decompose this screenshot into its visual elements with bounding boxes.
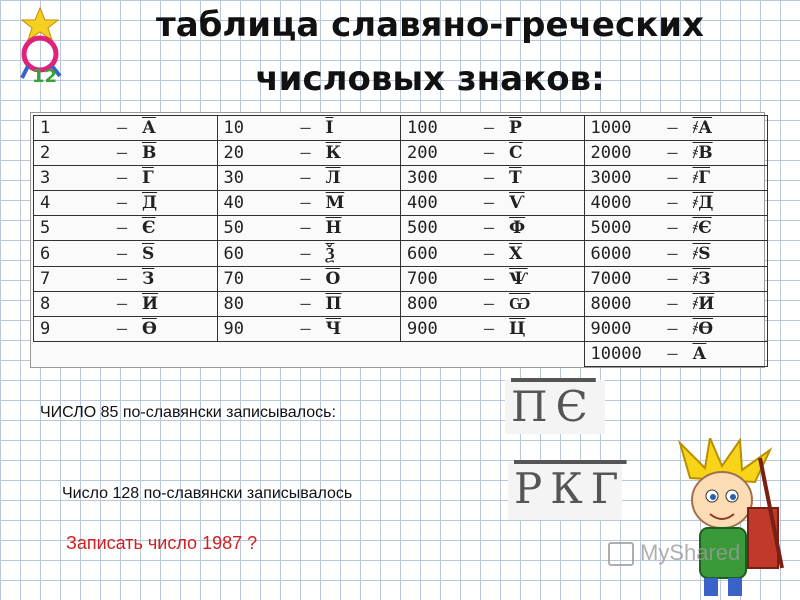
numeral-cell [584, 291, 768, 316]
numeral-cell [34, 316, 218, 341]
table-row [34, 241, 768, 266]
arabic-number: 6000 [590, 243, 632, 264]
dash: — [667, 243, 678, 264]
arabic-number: 7 [40, 268, 51, 289]
table-row [34, 316, 768, 341]
arabic-number: 7000 [590, 268, 632, 289]
arabic-number: 90 [223, 318, 244, 339]
numeral-cell [34, 191, 218, 216]
numeral-cell [34, 216, 218, 241]
numeral-cell [34, 141, 218, 166]
arabic-number: 400 [407, 193, 438, 214]
arabic-number: 600 [407, 243, 438, 264]
numeral-cell [584, 191, 768, 216]
dash: — [300, 318, 311, 339]
dash: — [667, 218, 678, 239]
arabic-number: 900 [407, 318, 438, 339]
arabic-number: 3 [40, 168, 51, 189]
dash: — [300, 118, 311, 139]
arabic-number: 800 [407, 293, 438, 314]
example-85-text: ЧИСЛО 85 по-славянски записывалось: [40, 404, 336, 421]
slavic-numeral: ҂И [692, 293, 715, 314]
numeral-cell [217, 116, 401, 141]
dash: — [116, 293, 128, 314]
numeral-cell [584, 141, 768, 166]
dash: — [300, 168, 311, 189]
slavic-numeral: В [142, 143, 157, 164]
example-85-glyphs: ПЄ [505, 380, 605, 434]
dash: — [483, 193, 495, 214]
arabic-number: 80 [223, 293, 244, 314]
numeral-cell [584, 341, 768, 366]
slavic-numeral: Ѡ [509, 293, 531, 314]
table-row [34, 116, 768, 141]
numeral-cell [401, 191, 585, 216]
dash: — [483, 118, 495, 139]
slavic-numeral: К [325, 143, 341, 164]
slavic-numeral: ҂З [692, 268, 711, 289]
watermark [608, 540, 740, 566]
numeral-cell [584, 166, 768, 191]
slavic-numeral: Н [325, 218, 342, 239]
svg-text:12: 12 [32, 66, 58, 84]
dash: — [483, 143, 495, 164]
slavic-numeral: А [692, 343, 707, 364]
numeral-cell [401, 316, 585, 341]
slavic-numeral: ҂Г [692, 168, 710, 189]
arabic-number: 6 [40, 243, 51, 264]
numeral-cell [584, 241, 768, 266]
dash: — [116, 118, 128, 139]
table-row [34, 166, 768, 191]
dash: — [667, 343, 678, 364]
page-title [120, 0, 740, 104]
dash: — [116, 318, 128, 339]
slavic-numeral: М [325, 193, 345, 214]
dash: — [483, 293, 495, 314]
slavic-numeral: П [325, 293, 342, 314]
numeral-table [33, 115, 768, 367]
arabic-number: 8 [40, 293, 51, 314]
arabic-number: 10 [223, 118, 244, 139]
slavic-numeral: Є [142, 218, 156, 239]
presentation-icon [608, 542, 634, 566]
numeral-cell [584, 316, 768, 341]
slavic-numeral: Г [142, 168, 154, 189]
arabic-number: 20 [223, 143, 244, 164]
slavic-numeral: Ц [509, 318, 526, 339]
dash: — [667, 293, 678, 314]
dash: — [300, 143, 311, 164]
arabic-number: 70 [223, 268, 244, 289]
numeral-cell [217, 216, 401, 241]
arabic-number: 3000 [590, 168, 632, 189]
arabic-number: 9000 [590, 318, 632, 339]
arabic-number: 300 [407, 168, 438, 189]
numeral-cell [217, 266, 401, 291]
slavic-numeral: А [142, 118, 156, 139]
dash: — [116, 218, 128, 239]
slavic-numeral: Ѵ [509, 193, 525, 214]
number-mascot-logo [10, 6, 80, 84]
arabic-number: 700 [407, 268, 438, 289]
dash: — [483, 318, 495, 339]
arabic-number: 5000 [590, 218, 632, 239]
numeral-cell [217, 316, 401, 341]
slavic-numeral: Ѯ [325, 243, 335, 264]
example-128-glyphs: РКГ [508, 462, 622, 520]
dash: — [116, 193, 128, 214]
dash: — [300, 268, 311, 289]
arabic-number: 9 [40, 318, 51, 339]
slavic-numeral: І [325, 118, 334, 139]
numeral-table-image [30, 112, 765, 368]
numeral-cell [584, 266, 768, 291]
dash: — [300, 218, 311, 239]
arabic-number: 1 [40, 118, 51, 139]
numeral-cell [34, 291, 218, 316]
arabic-number: 500 [407, 218, 438, 239]
dash: — [300, 243, 311, 264]
arabic-number: 50 [223, 218, 244, 239]
arabic-number: 200 [407, 143, 438, 164]
arabic-number: 30 [223, 168, 244, 189]
dash: — [667, 168, 678, 189]
dash: — [116, 268, 128, 289]
empty-cell [401, 341, 585, 366]
dash: — [483, 218, 495, 239]
slavic-numeral: Ф [509, 218, 526, 239]
dash: — [667, 268, 678, 289]
slavic-numeral: Р [509, 118, 522, 139]
dash: — [116, 168, 128, 189]
slavic-numeral: О [325, 268, 341, 289]
example-128-text: Число 128 по-славянски записывалось [62, 485, 353, 502]
slavic-numeral: Х [509, 243, 523, 264]
slavic-numeral: Ѕ [142, 243, 155, 264]
dash: — [116, 243, 128, 264]
dash: — [483, 168, 495, 189]
numeral-cell [401, 216, 585, 241]
dash: — [667, 318, 678, 339]
title-line-1: таблица славяно-греческих [156, 5, 704, 45]
dash: — [116, 143, 128, 164]
slavic-numeral: Ч [325, 318, 342, 339]
cartoon-character-illustration [660, 438, 796, 598]
numeral-cell [34, 266, 218, 291]
numeral-cell [401, 141, 585, 166]
numeral-cell [401, 291, 585, 316]
title-line-2: числовых знаков: [255, 59, 605, 99]
numeral-cell [401, 116, 585, 141]
arabic-number: 2000 [590, 143, 632, 164]
slavic-numeral: Ѳ [142, 318, 157, 339]
table-row [34, 141, 768, 166]
numeral-cell [217, 141, 401, 166]
empty-cell [34, 341, 218, 366]
slavic-numeral: ҂В [692, 143, 713, 164]
slavic-numeral: Ѱ [509, 268, 528, 289]
numeral-cell [584, 116, 768, 141]
dash: — [300, 193, 311, 214]
dash: — [667, 193, 678, 214]
slavic-numeral: ҂Є [692, 218, 712, 239]
dash: — [300, 293, 311, 314]
table-row [34, 216, 768, 241]
numeral-cell [217, 166, 401, 191]
table-row [34, 191, 768, 216]
numeral-cell [34, 241, 218, 266]
arabic-number: 100 [407, 118, 438, 139]
arabic-number: 5 [40, 218, 51, 239]
numeral-cell [217, 191, 401, 216]
slavic-numeral: И [142, 293, 159, 314]
table-row [34, 341, 768, 366]
slavic-numeral: ҂Ѕ [692, 243, 711, 264]
slavic-numeral: Д [142, 193, 158, 214]
slavic-numeral: ҂Ѳ [692, 318, 714, 339]
numeral-cell [217, 241, 401, 266]
slavic-numeral: ҂Д [692, 193, 714, 214]
arabic-number: 1000 [590, 118, 632, 139]
empty-cell [217, 341, 401, 366]
table-row [34, 266, 768, 291]
numeral-cell [584, 216, 768, 241]
dash: — [483, 268, 495, 289]
dash: — [483, 243, 495, 264]
slavic-numeral: ҂А [692, 118, 713, 139]
watermark-text: MyShared [640, 540, 741, 565]
slavic-numeral: Т [509, 168, 522, 189]
numeral-cell [217, 291, 401, 316]
numeral-cell [401, 166, 585, 191]
arabic-number: 10000 [590, 343, 642, 364]
arabic-number: 4000 [590, 193, 632, 214]
dash: — [667, 143, 678, 164]
dash: — [667, 118, 678, 139]
arabic-number: 4 [40, 193, 51, 214]
numeral-cell [401, 241, 585, 266]
task-text: Записать число 1987 ? [66, 533, 258, 553]
numeral-cell [401, 266, 585, 291]
slavic-numeral: С [509, 143, 523, 164]
arabic-number: 40 [223, 193, 244, 214]
table-row [34, 291, 768, 316]
arabic-number: 60 [223, 243, 244, 264]
numeral-cell [34, 166, 218, 191]
slavic-numeral: Л [325, 168, 341, 189]
numeral-cell [34, 116, 218, 141]
slavic-numeral: З [142, 268, 155, 289]
arabic-number: 2 [40, 143, 51, 164]
arabic-number: 8000 [590, 293, 632, 314]
